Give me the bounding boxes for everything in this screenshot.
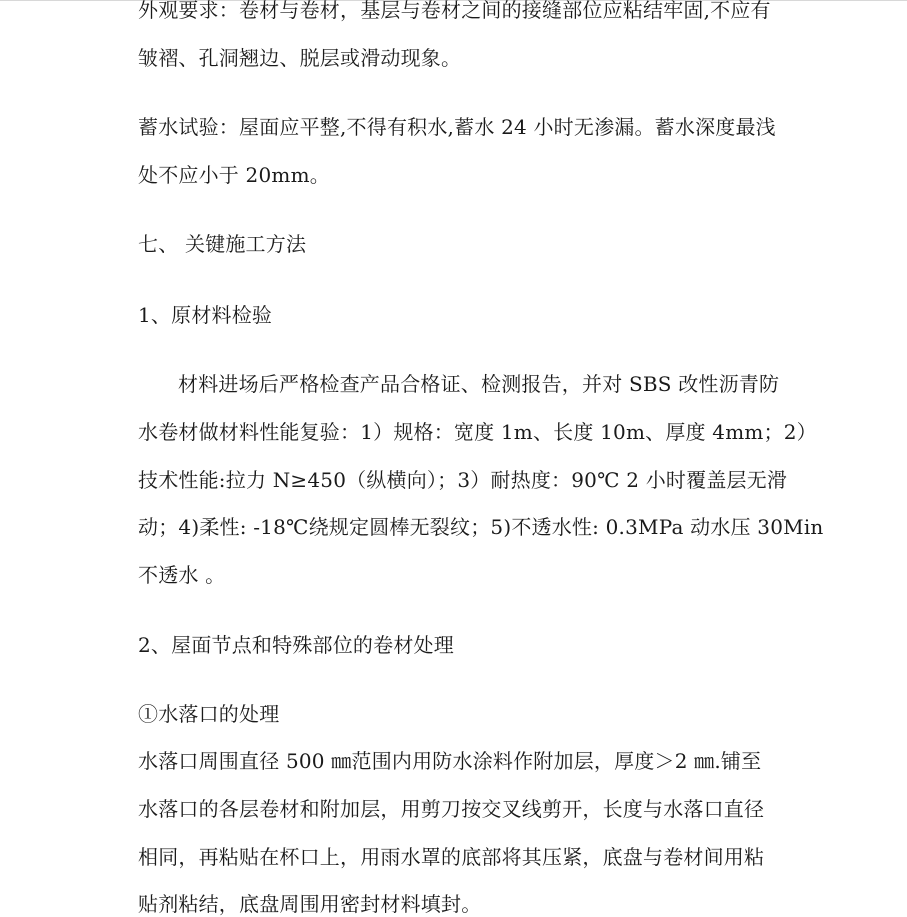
material-inspection-line-1: 材料进场后严格检查产品合格证、检测报告，并对 SBS 改性沥青防 bbox=[178, 372, 780, 396]
drain-treatment-line-3: 相同，再粘贴在杯口上，用雨水罩的底部将其压紧，底盘与卷材间用粘 bbox=[138, 845, 765, 869]
drain-treatment-line-4: 贴剂粘结，底盘周围用密封材料填封。 bbox=[138, 892, 482, 916]
material-inspection-line-3: 技术性能:拉力 N≥450（纵横向）；3）耐热度：90℃ 2 小时覆盖层无滑 bbox=[138, 468, 788, 492]
drain-treatment-line-1: 水落口周围直径 500 ㎜范围内用防水涂料作附加层，厚度＞2 ㎜.铺至 bbox=[138, 749, 762, 773]
subsection-2-heading: 2、屋面节点和特殊部位的卷材处理 bbox=[138, 633, 454, 657]
section-7-heading: 七、 关键施工方法 bbox=[138, 232, 307, 256]
drain-treatment-line-2: 水落口的各层卷材和附加层，用剪刀按交叉线剪开，长度与水落口直径 bbox=[138, 797, 765, 821]
drain-heading: ①水落口的处理 bbox=[138, 702, 280, 726]
water-test-line-1: 蓄水试验：屋面应平整,不得有积水,蓄水 24 小时无渗漏。蓄水深度最浅 bbox=[138, 115, 776, 139]
material-inspection-line-2: 水卷材做材料性能复验：1）规格：宽度 1m、长度 10m、厚度 4mm；2） bbox=[138, 420, 817, 444]
material-inspection-line-5: 不透水 。 bbox=[138, 563, 226, 587]
appearance-line-2: 皱褶、孔洞翘边、脱层或滑动现象。 bbox=[138, 46, 462, 70]
subsection-1-heading: 1、原材料检验 bbox=[138, 303, 273, 327]
appearance-line-1: 外观要求：卷材与卷材，基层与卷材之间的接缝部位应粘结牢固,不应有 bbox=[138, 0, 771, 22]
water-test-line-2: 处不应小于 20mm。 bbox=[138, 163, 330, 187]
material-inspection-line-4: 动；4)柔性: -18℃绕规定圆棒无裂纹；5)不透水性: 0.3MPa 动水压 30Min bbox=[138, 515, 824, 539]
